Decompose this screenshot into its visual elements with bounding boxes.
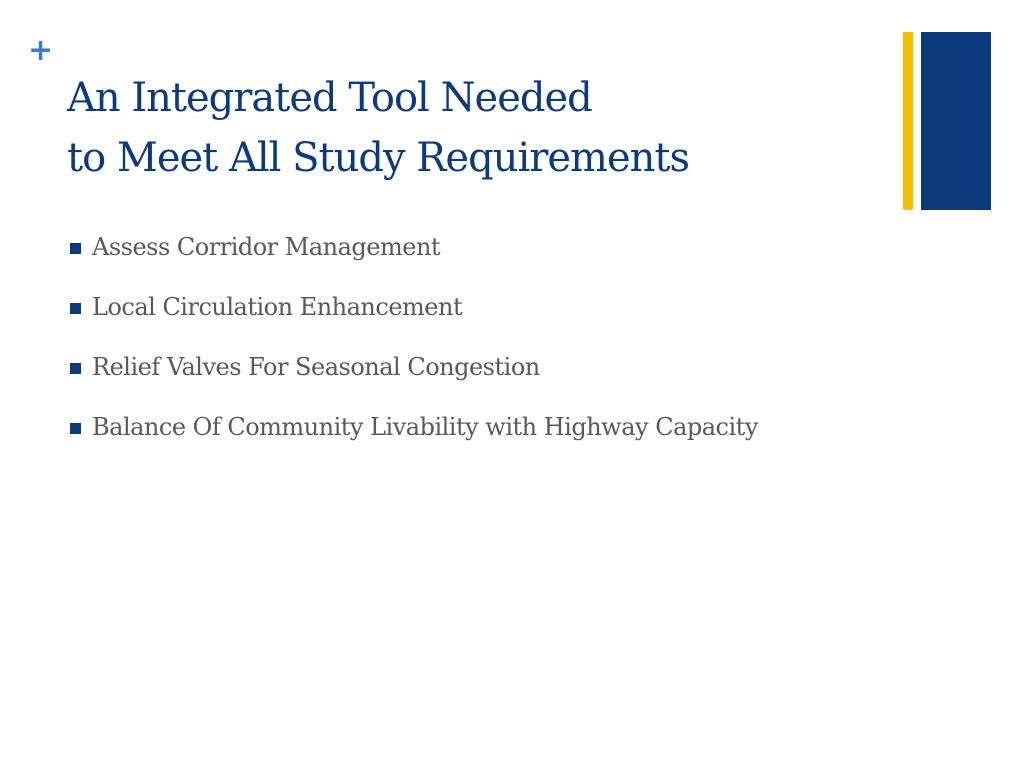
bullet-list	[67, 228, 807, 468]
bullet-text: Relief Valves For Seasonal Congestion	[92, 353, 540, 381]
square-bullet-icon	[70, 303, 81, 314]
bullet-item	[67, 228, 807, 266]
plus-marker: +	[28, 33, 54, 68]
bullet-text: Assess Corridor Management	[92, 233, 441, 261]
slide-title-line-1: An Integrated Tool Needed	[67, 75, 592, 121]
bullet-item	[67, 348, 807, 386]
slide-title	[67, 68, 689, 188]
bullet-item	[67, 288, 807, 326]
bullet-text: Local Circulation Enhancement	[92, 293, 463, 321]
square-bullet-icon	[70, 363, 81, 374]
square-bullet-icon	[70, 243, 81, 254]
square-bullet-icon	[70, 423, 81, 434]
accent-bar-blue	[921, 32, 991, 210]
accent-bar-yellow	[903, 32, 913, 210]
bullet-item	[67, 408, 807, 446]
slide-title-line-2: to Meet All Study Requirements	[67, 135, 690, 181]
bullet-text: Balance Of Community Livability with Highway Capacity	[92, 413, 758, 441]
